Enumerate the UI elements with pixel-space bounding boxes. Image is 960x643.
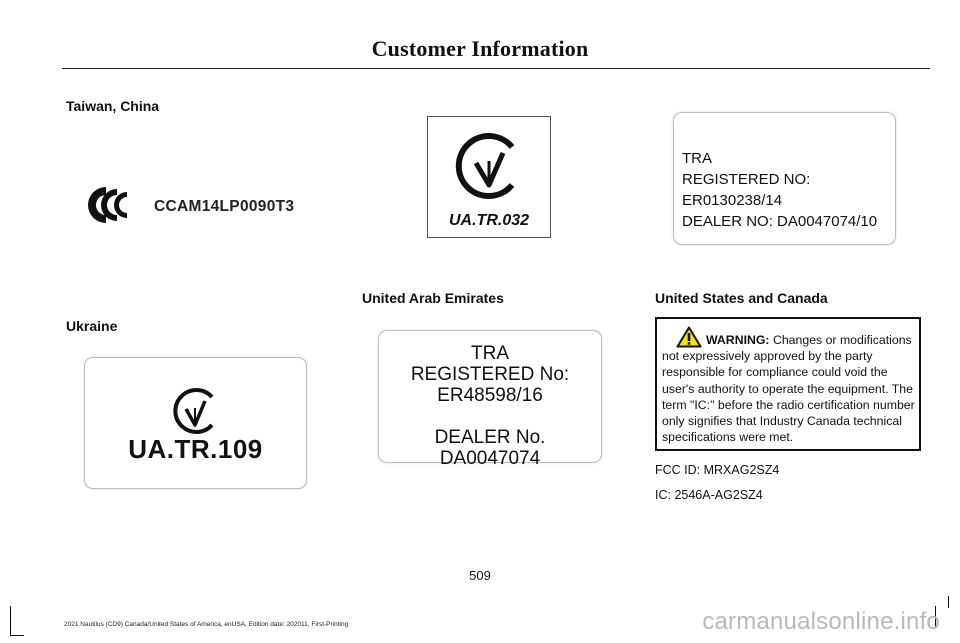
- ua-conformity-icon: [454, 131, 524, 201]
- watermark: carmanualsonline.info: [702, 608, 940, 635]
- ccam-code: CCAM14LP0090T3: [154, 198, 295, 215]
- crop-mark: [10, 606, 11, 636]
- warning-triangle-icon: [676, 326, 702, 348]
- ua-mark-code-109: UA.TR.109: [128, 434, 263, 464]
- crop-mark: [948, 596, 949, 608]
- tra-dealer-number: DA0047074: [439, 448, 541, 469]
- section-title-ukraine: Ukraine: [66, 318, 118, 334]
- ukraine-mark-032: [427, 116, 551, 238]
- fcc-id: FCC ID: MRXAG2SZ4: [655, 463, 780, 477]
- warning-text: Changes or modifications not expressively approved by the party responsible for compliance could void the user's authority to operate the equipment. The term "IC:" before the radio certification number only signifies that Industry Canada technical specifications were met.: [662, 333, 915, 445]
- ua-conformity-icon: [170, 386, 220, 436]
- ua-mark-code-032: UA.TR.032: [448, 212, 530, 229]
- tra-registered-number: ER48598/16: [437, 385, 543, 406]
- crop-mark: [10, 635, 24, 636]
- section-title-taiwan: Taiwan, China: [66, 98, 160, 114]
- uae-tra-label-1: [673, 112, 896, 245]
- section-title-uae: United Arab Emirates: [362, 290, 504, 306]
- tra-dealer-label: DEALER No.: [434, 427, 546, 448]
- tra-registered-number: REGISTERED NO: ER0130238/14: [682, 171, 811, 209]
- tra-label-line: TRA: [471, 343, 509, 364]
- section-title-us-canada: United States and Canada: [655, 290, 828, 306]
- tra-dealer-number: DEALER NO: DA0047074/10: [682, 213, 878, 230]
- ukraine-mark-109: [84, 357, 307, 489]
- uae-tra-label-2: [378, 330, 602, 469]
- page-title: Customer Information: [371, 36, 589, 61]
- ccam-label: [88, 180, 328, 230]
- tra-label-line: TRA: [682, 150, 712, 167]
- ncc-logo-icon: [88, 184, 138, 226]
- warning-label: WARNING:: [706, 333, 770, 347]
- ic-id: IC: 2546A-AG2SZ4: [655, 488, 763, 502]
- warning-box: [655, 317, 921, 451]
- header-divider: [62, 68, 930, 69]
- page-number: 509: [469, 568, 491, 583]
- tra-registered-label: REGISTERED No:: [410, 364, 570, 385]
- tra-spacer: [379, 406, 601, 427]
- footer-edition: 2021 Nautilus (CD9) Canada/United States of America, enUSA, Edition date: 202011, First-Printing: [64, 621, 349, 628]
